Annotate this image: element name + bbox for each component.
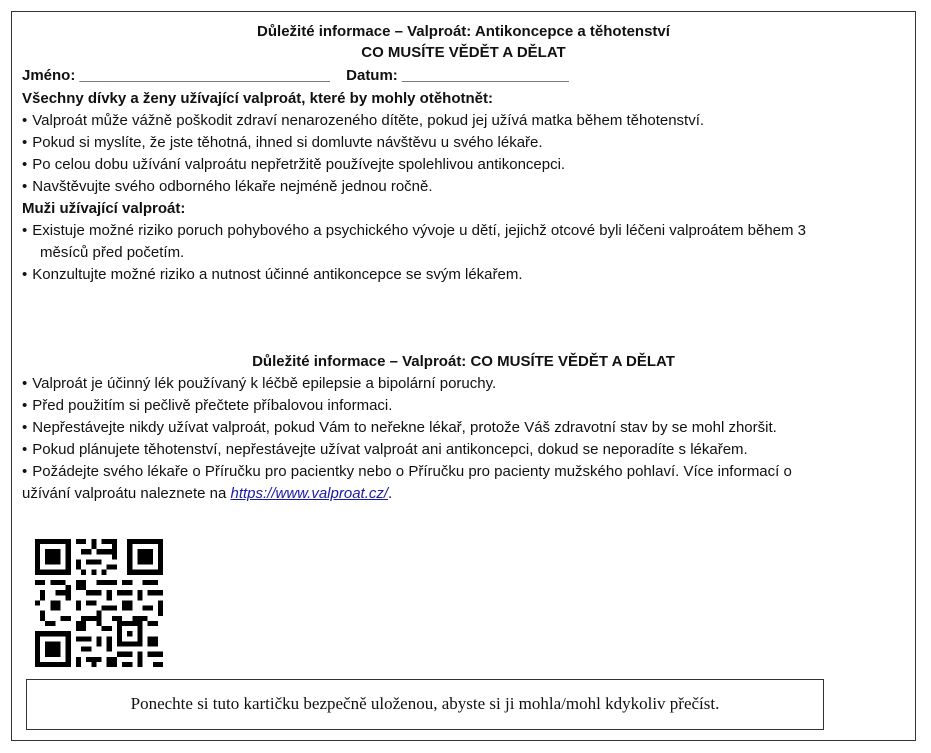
info-bullet-5: • Požádejte svého lékaře o Příručku pro pacientky nebo o Příručku pro pacienty mužského pohlaví. Více informací o [22, 462, 792, 481]
women-heading: Všechny dívky a ženy užívající valproát, které by mohly otěhotnět: [22, 90, 493, 107]
men-bullet-1-continued: měsíců před početím. [40, 244, 185, 261]
men-bullet-2: • Konzultujte možné riziko a nutnost účinné antikoncepce se svým lékařem. [22, 265, 523, 284]
qr-code-icon [35, 539, 163, 667]
date-blank: ____________________ [401, 67, 569, 84]
valproate-info-card [11, 11, 916, 741]
url-suffix-text: . [388, 485, 393, 502]
info-bullet-2: • Před použitím si pečlivě přečtete příbalovou informaci. [22, 396, 392, 415]
men-bullet-1: • Existuje možné riziko poruch pohybového a psychického vývoje u dětí, jejichž otcové byli léčeni valproátem během 3 [22, 221, 806, 240]
footer-notice-text: Ponechte si tuto kartičku bezpečně uloženou, abyste si ji mohla/mohl kdykoliv přečíst. [130, 694, 720, 713]
section1-title-line1: Důležité informace – Valproát: Antikoncepce a těhotenství [257, 23, 670, 40]
info-bullet-4: • Pokud plánujete těhotenství, nepřestávejte užívat valproát ani antikoncepci, dokud se neporadíte s lékařem. [22, 440, 748, 459]
women-bullet-4: • Navštěvujte svého odborného lékaře nejméně jednou ročně. [22, 177, 433, 196]
name-blank: ______________________________ [79, 67, 330, 84]
url-prefix-text: užívání valproátu naleznete na [22, 485, 231, 502]
info-bullet-5-continued [22, 484, 392, 503]
section2-title: Důležité informace – Valproát: CO MUSÍTE VĚDĚT A DĚLAT [252, 353, 675, 370]
info-bullet-1: • Valproát je účinný lék používaný k léčbě epilepsie a bipolární poruchy. [22, 374, 496, 393]
info-bullet-3: • Nepřestávejte nikdy užívat valproát, pokud Vám to neřekne lékař, protože Váš zdravotní stav by se mohl zhoršit. [22, 418, 777, 437]
women-bullet-2: • Pokud si myslíte, že jste těhotná, ihned si domluvte návštěvu u svého lékaře. [22, 133, 543, 152]
name-label: Jméno: [22, 67, 76, 84]
men-heading: Muži užívající valproát: [22, 200, 186, 217]
valproat-website-link[interactable]: https://www.valproat.cz/ [230, 485, 389, 502]
section1-title-line2: CO MUSÍTE VĚDĚT A DĚLAT [361, 44, 566, 61]
women-bullet-3: • Po celou dobu užívání valproátu nepřetržitě používejte spolehlivou antikoncepci. [22, 155, 565, 174]
date-label: Datum: [346, 67, 398, 84]
name-date-row [22, 66, 569, 85]
women-bullet-1: • Valproát může vážně poškodit zdraví nenarozeného dítěte, pokud jej užívá matka během těhotenství. [22, 111, 704, 130]
footer-notice-box [26, 679, 824, 730]
